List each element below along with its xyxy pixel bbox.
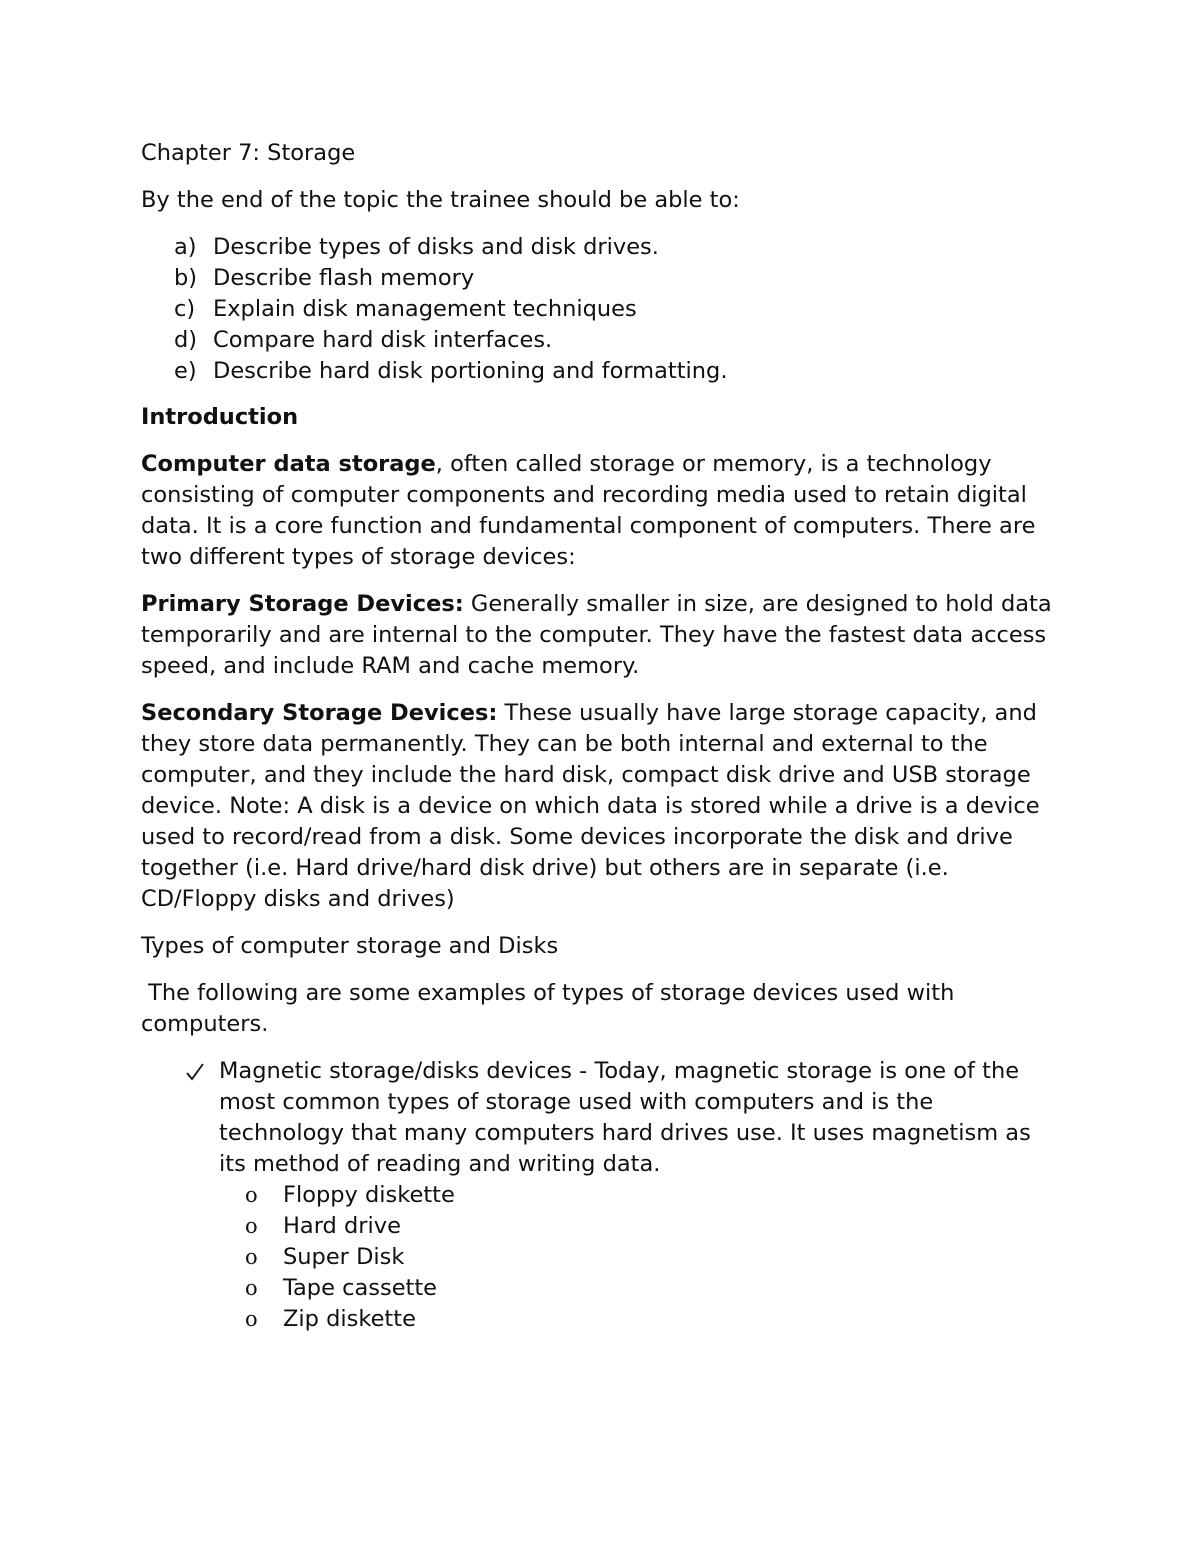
objective-marker: d) xyxy=(174,327,198,353)
primary-text: Generally smaller in size, are designed to hold data temporarily and are internal to the computer. They have the fastest data access speed, and include RAM and cache memory. xyxy=(141,591,1052,679)
objective-item xyxy=(141,232,1061,263)
objective-item xyxy=(141,325,1061,356)
intro-paragraph xyxy=(141,449,1061,573)
circle-bullet: o xyxy=(245,1183,258,1207)
objective-text: Explain disk management techniques xyxy=(213,296,637,322)
objective-item xyxy=(141,263,1061,294)
intro-text: , often called storage or memory, is a technology consisting of computer components and recording media used to retain digital data. It is a core function and fundamental component of computers. There are two different types of storage devices: xyxy=(141,451,1036,570)
objective-item xyxy=(141,356,1061,387)
list-item-text: Super Disk xyxy=(283,1244,405,1270)
list-item-text: Hard drive xyxy=(283,1213,401,1239)
objective-item xyxy=(141,294,1061,325)
objective-text: Describe hard disk portioning and formatting. xyxy=(213,358,728,384)
list-item-text: Tape cassette xyxy=(283,1275,438,1301)
document-page xyxy=(141,138,1061,1335)
types-intro: The following are some examples of types of storage devices used with computers. xyxy=(141,980,962,1037)
primary-storage-paragraph xyxy=(141,589,1061,682)
checkmark-icon xyxy=(185,1056,205,1087)
objective-text: Describe flash memory xyxy=(213,265,475,291)
list-item xyxy=(219,1242,1061,1273)
objective-marker: c) xyxy=(174,296,196,322)
list-item-text: Floppy diskette xyxy=(283,1182,455,1208)
magnetic-sub-list xyxy=(219,1180,1061,1335)
types-heading: Types of computer storage and Disks xyxy=(141,933,559,959)
list-item-magnetic xyxy=(141,1056,1061,1335)
objective-marker: b) xyxy=(174,265,198,291)
circle-bullet: o xyxy=(245,1276,258,1300)
circle-bullet: o xyxy=(245,1214,258,1238)
circle-bullet: o xyxy=(245,1245,258,1269)
objective-text: Describe types of disks and disk drives. xyxy=(213,234,659,260)
storage-types-list xyxy=(141,1056,1061,1335)
circle-bullet: o xyxy=(245,1307,258,1331)
objectives-list xyxy=(141,232,1061,387)
primary-term: Primary Storage Devices: xyxy=(141,591,464,617)
list-item xyxy=(219,1273,1061,1304)
magnetic-text: Magnetic storage/disks devices - Today, magnetic storage is one of the most common types of storage used with computers and is the technology that many computers hard drives use. It uses magnetism as its method of reading and writing data. xyxy=(219,1058,1031,1177)
secondary-text: These usually have large storage capacity, and they store data permanently. They can be both internal and external to the computer, and they include the hard disk, compact disk drive and USB storage device. Note: A disk is a device on which data is stored while a drive is a device used to record/read from a disk. Some devices incorporate the disk and drive together (i.e. Hard drive/hard disk drive) but others are in separate (i.e. CD/Floppy disks and drives) xyxy=(141,700,1040,912)
objective-marker: a) xyxy=(174,234,197,260)
list-item xyxy=(219,1211,1061,1242)
chapter-title: Chapter 7: Storage xyxy=(141,140,356,166)
secondary-term: Secondary Storage Devices: xyxy=(141,700,498,726)
objective-text: Compare hard disk interfaces. xyxy=(213,327,553,353)
list-item xyxy=(219,1180,1061,1211)
introduction-heading: Introduction xyxy=(141,404,299,430)
list-item-text: Zip diskette xyxy=(283,1306,416,1332)
intro-term: Computer data storage xyxy=(141,451,436,477)
objective-marker: e) xyxy=(174,358,197,384)
objectives-intro: By the end of the topic the trainee should be able to: xyxy=(141,187,740,213)
secondary-storage-paragraph xyxy=(141,698,1061,915)
list-item xyxy=(219,1304,1061,1335)
